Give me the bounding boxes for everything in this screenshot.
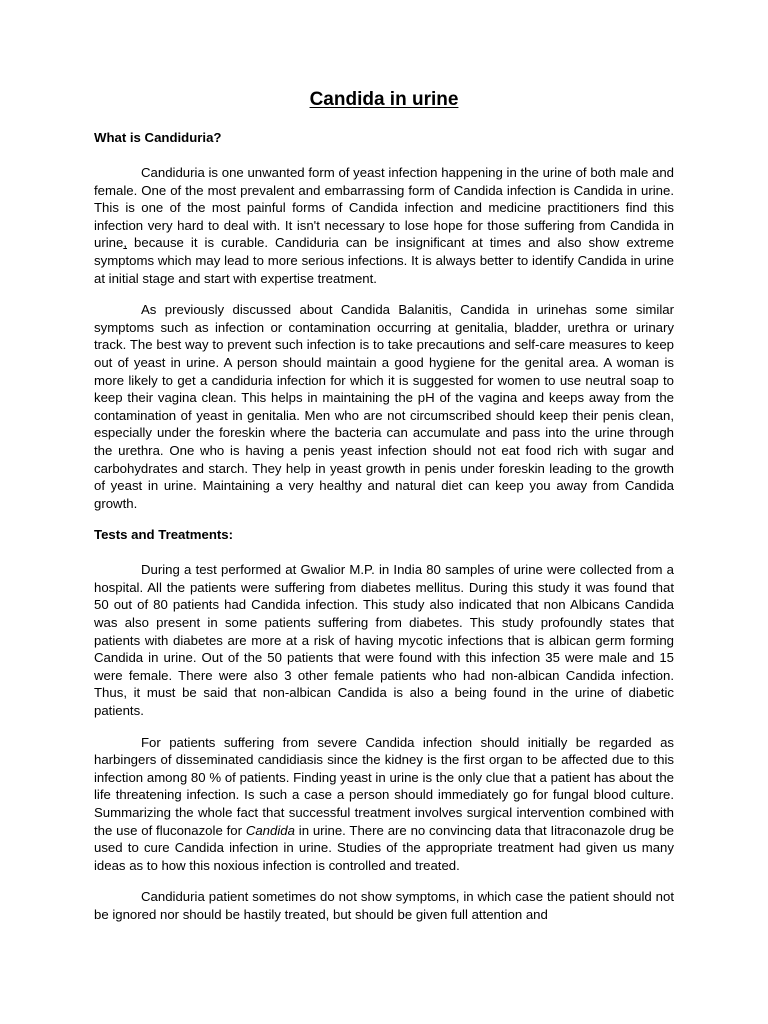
section-heading-what-is-candiduria: What is Candiduria? <box>94 130 222 145</box>
paragraph-text: in urine. There are no convincing data that Iitraconazole drug be used to cure Candida infection in urine. Studies of the appropriate treatment had given us many ideas as to how this noxious infection is controlled and treated. <box>94 822 674 873</box>
underlined-comma: , <box>123 235 127 251</box>
paragraph-asymptomatic: Candiduria patient sometimes do not show symptoms, in which case the patient should not be ignored nor should be hastily treated, but should be given full attention and <box>94 889 674 922</box>
paragraph-text: because it is curable. Candiduria can be insignificant at times and also show extreme symptoms which may lead to more serious infections. It is always better to identify Candida in urine at initial stage and start with expertise treatment. <box>94 235 674 286</box>
paragraph-text: For patients suffering from severe Candida infection should initially be regarded as harbingers of disseminated candidiasis since the kidney is the first organ to be affected due to this infection among 80 % of patients. Finding yeast in urine is the only clue that a patient has about the life threatening infection. Is such a case a person should immediately go for fungal blood culture. Summarizing the whole fact that successful treatment involves surgical intervention combined with the use of fluconazole for <box>94 734 674 838</box>
italic-candida: Candida <box>245 822 295 838</box>
section-heading-tests-treatments: Tests and Treatments: <box>94 527 233 543</box>
document-title: Candida in urine <box>309 89 459 110</box>
paragraph-severe-infection <box>94 734 674 875</box>
paragraph-text: Candiduria is one unwanted form of yeast infection happening in the urine of both male and female. One of the most prevalent and embarrassing form of Candida infection is Candida in urine. This is one of the most painful forms of Candida infection and medicine practitioners find this infection very hard to deal with. It isn't necessary to lose hope for those suffering from Candida in urine <box>94 165 674 251</box>
paragraph-prevention: As previously discussed about Candida Balanitis, Candida in urinehas some similar symptoms such as infection or contamination occurring at genitalia, bladder, urethra or urinary track. The best way to prevent such infection is to take precautions and self-care measures to keep out of yeast in urine. A person should maintain a good hygiene for the genital area. A woman is more likely to get a candiduria infection for which it is suggested for women to use neutral soap to keep their vagina clean. This helps in maintaining the pH of the vagina and keeps away from the contamination of yeast in genitalia. Men who are not circumscribed should keep their penis clean, especially under the foreskin where the bacteria can accumulate and pass into the urine through the urethra. One who is having a penis yeast infection should not eat food rich with sugar and carbohydrates and starch. They help in yeast growth in penis under foreskin leading to the growth of yeast in urine. Maintaining a very healthy and natural diet can keep you away from Candida growth. <box>94 302 674 511</box>
document-page <box>94 88 674 924</box>
paragraph-gwalior-study: During a test performed at Gwalior M.P. in India 80 samples of urine were collected from a hospital. All the patients were suffering from diabetes mellitus. During this study it was found that 50 out of 80 patients had Candida infection. This study also indicated that non Albicans Candida was also present in some patients suffering from diabetes. This study profoundly states that patients with diabetes are more at a risk of having mycotic infections that is albican germ forming Candida in urine. Out of the 50 patients that were found with this infection 35 were male and 15 were female. There were also 3 other female patients who had non-albican Candida infection. Thus, it must be said that non-albican Candida is also a being found in the urine of diabetic patients. <box>94 562 674 719</box>
paragraph-candiduria-intro <box>94 164 674 287</box>
